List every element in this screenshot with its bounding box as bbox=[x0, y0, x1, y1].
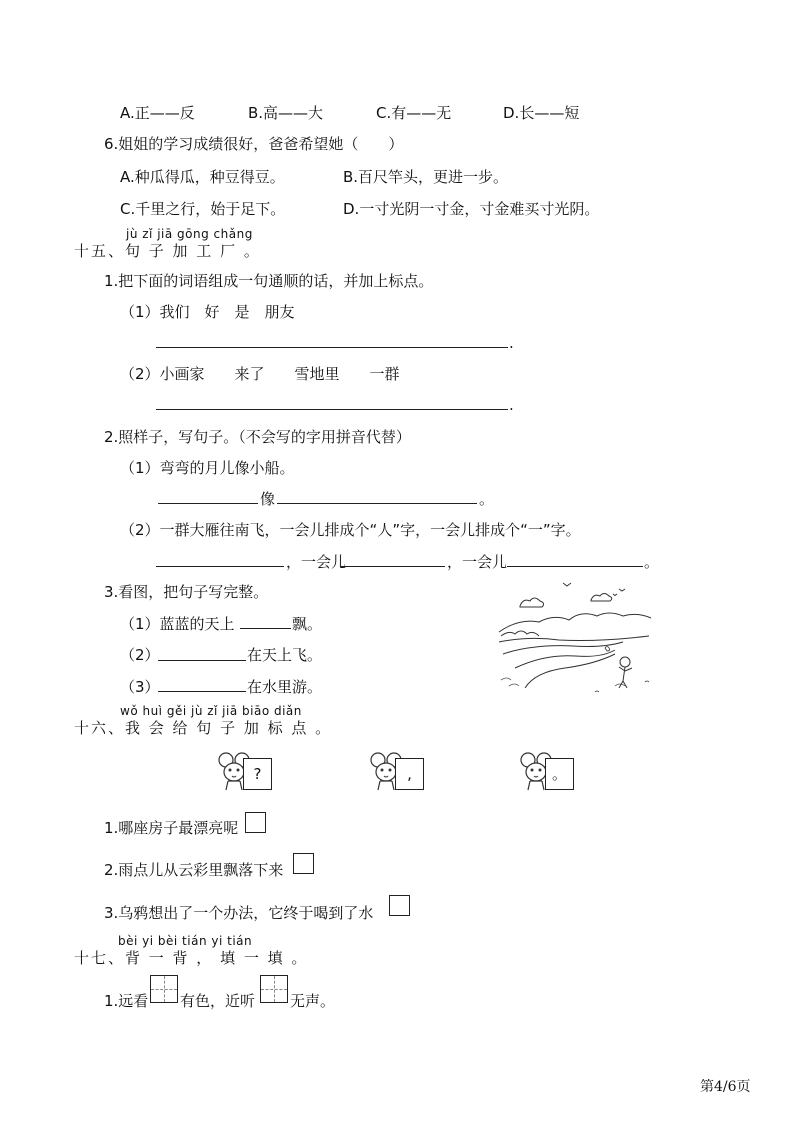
s15-q2: 2.照样子，写句子。（不会写的字用拼音代替） bbox=[104, 428, 411, 446]
s15-q1-1: （1）我们 好 是 朋友 bbox=[120, 303, 295, 321]
s15-q2-2-end: 。 bbox=[644, 553, 660, 571]
q5-option-b: B.高——大 bbox=[248, 104, 324, 122]
s15-q2-2: （2）一群大雁往南飞，一会儿排成个“人”字，一会儿排成个“一”字。 bbox=[120, 521, 581, 539]
punctuation-card bbox=[243, 758, 272, 790]
punctuation-answer-box[interactable] bbox=[245, 812, 266, 833]
answer-line[interactable] bbox=[156, 566, 284, 567]
s15-q3-2-post: 在天上飞。 bbox=[247, 646, 323, 664]
period-mark: . bbox=[509, 396, 514, 414]
question-mark: ? bbox=[253, 765, 262, 783]
s16-title: 十六、我 会 给 句 子 加 标 点 。 bbox=[74, 719, 333, 737]
s15-q3-3-pre: （3） bbox=[120, 678, 160, 696]
q6-option-d: D.一寸光阴一寸金，寸金难买寸光阴。 bbox=[343, 200, 600, 218]
s16-pinyin: wǒ huì gěi jù zǐ jiā biāo diǎn bbox=[120, 704, 302, 718]
answer-line[interactable] bbox=[507, 566, 643, 567]
tianzige-box[interactable] bbox=[260, 975, 288, 1003]
s17-title: 十七、背 一 背 ， 填 一 填 。 bbox=[74, 949, 309, 967]
tianzige-box[interactable] bbox=[150, 975, 178, 1003]
s15-q1: 1.把下面的词语组成一句通顺的话，并加上标点。 bbox=[104, 272, 434, 290]
page-number: 第4/6页 bbox=[700, 1079, 751, 1095]
q5-option-d: D.长——短 bbox=[503, 104, 580, 122]
punctuation-card bbox=[545, 758, 574, 790]
s16-item-3: 3.乌鸦想出了一个办法，它终于喝到了水 bbox=[104, 904, 374, 922]
s15-q3-1-post: 飘。 bbox=[292, 615, 323, 633]
q5-option-a: A.正——反 bbox=[120, 104, 195, 122]
s17-q1-b: 有色，近听 bbox=[180, 992, 256, 1010]
s15-q3-3-post: 在水里游。 bbox=[247, 678, 323, 696]
s15-q3-2-pre: （2） bbox=[120, 646, 160, 664]
s16-item-2: 2.雨点儿从云彩里飘落下来 bbox=[104, 861, 284, 879]
s15-q2-1: （1）弯弯的月儿像小船。 bbox=[120, 459, 295, 477]
answer-line[interactable] bbox=[158, 503, 258, 504]
s15-pinyin: jù zǐ jiā gōng chǎng bbox=[126, 227, 253, 241]
punctuation-card bbox=[395, 758, 424, 790]
answer-line[interactable] bbox=[156, 409, 508, 410]
punctuation-answer-box[interactable] bbox=[389, 895, 410, 916]
answer-line[interactable] bbox=[156, 347, 508, 348]
s15-q2-2-b: ，一会儿 bbox=[447, 553, 508, 571]
answer-line[interactable] bbox=[158, 660, 246, 661]
s17-q1-a: 1.远看 bbox=[104, 992, 149, 1010]
answer-line[interactable] bbox=[158, 691, 246, 692]
s15-q3: 3.看图，把句子写完整。 bbox=[104, 583, 269, 601]
q6-question: 6.姐姐的学习成绩很好，爸爸希望她（ ） bbox=[104, 135, 404, 153]
s16-item-1: 1.哪座房子最漂亮呢 bbox=[104, 819, 239, 837]
period-mark: . bbox=[509, 334, 514, 352]
s15-q2-1-end: 。 bbox=[479, 490, 495, 508]
s17-pinyin: bèi yi bèi tián yi tián bbox=[118, 934, 253, 948]
s15-q3-1-pre: （1）蓝蓝的天上 bbox=[120, 615, 235, 633]
comma-mark: , bbox=[407, 765, 412, 783]
q6-option-b: B.百尺竿头，更进一步。 bbox=[343, 168, 509, 186]
s15-q2-1-mid: 像 bbox=[260, 490, 276, 508]
s15-q2-2-a: ，一会儿 bbox=[286, 553, 347, 571]
landscape-illustration bbox=[495, 576, 655, 700]
s15-title: 十五、句 子 加 工 厂 。 bbox=[74, 242, 261, 260]
period-mark: 。 bbox=[551, 765, 567, 783]
punctuation-answer-box[interactable] bbox=[293, 853, 314, 874]
answer-line[interactable] bbox=[240, 628, 291, 629]
s17-q1-c: 无声。 bbox=[290, 992, 336, 1010]
answer-line[interactable] bbox=[277, 503, 477, 504]
s15-q1-2: （2）小画家 来了 雪地里 一群 bbox=[120, 365, 400, 383]
q6-option-c: C.千里之行，始于足下。 bbox=[120, 200, 286, 218]
q5-option-c: C.有——无 bbox=[376, 104, 452, 122]
q6-option-a: A.种瓜得瓜，种豆得豆。 bbox=[120, 168, 285, 186]
answer-line[interactable] bbox=[341, 566, 445, 567]
